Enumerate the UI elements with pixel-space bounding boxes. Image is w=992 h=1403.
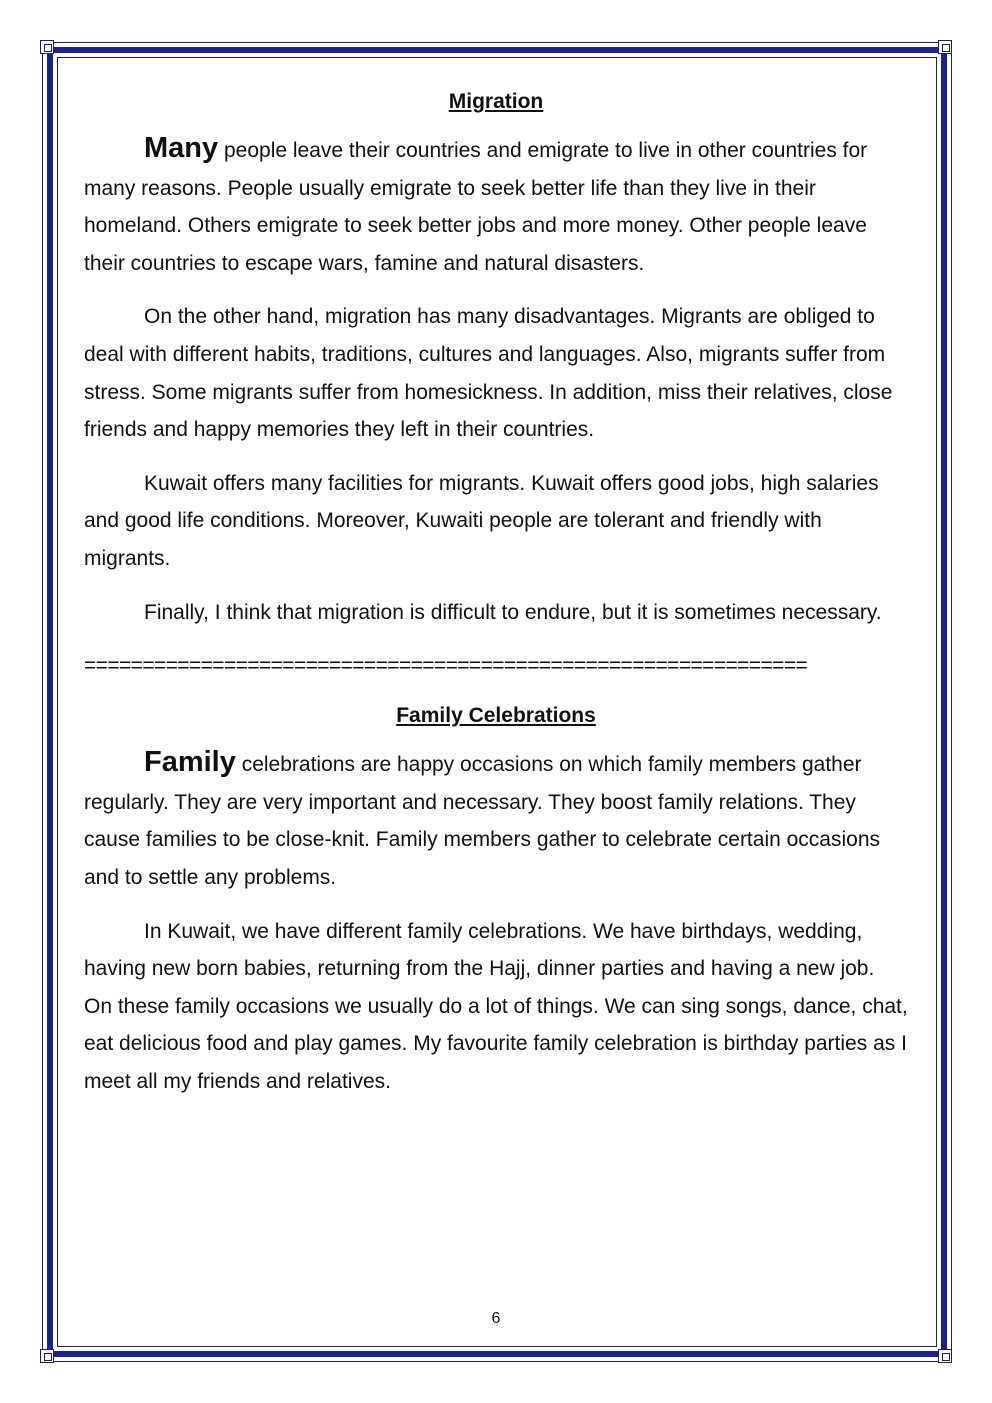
corner-ornament-top-right (938, 40, 952, 54)
family-celebrations-title: Family Celebrations (396, 704, 596, 728)
migration-paragraph-1 (84, 130, 908, 282)
section-divider: ============================================================== (84, 654, 808, 678)
page-number: 6 (491, 1310, 501, 1327)
family-paragraph-2: In Kuwait, we have different family celebrations. We have birthdays, wedding, having new born babies, returning from the Hajj, dinner parties and having a new job. On these family occasions we usually do a lot of things. We can sing songs, dance, chat, eat delicious food and play games. My favourite family celebration is birthday parties as I meet all my friends and relatives. (84, 919, 908, 1093)
document-body (84, 84, 908, 1100)
corner-ornament-bottom-right (938, 1349, 952, 1363)
corner-ornament-bottom-left (40, 1349, 54, 1363)
migration-title: Migration (448, 90, 544, 113)
family-paragraph-1-text: celebrations are happy occasions on which family members gather regularly. They are very important and necessary. They boost family relations. They cause families to be close-knit. Family members gather to celebrate certain occasions and to settle any problems. (84, 753, 881, 889)
migration-paragraph-4: Finally, I think that migration is difficult to endure, but it is sometimes necessary. (144, 600, 882, 624)
migration-paragraph-3: Kuwait offers many facilities for migrants. Kuwait offers good jobs, high salaries and good life conditions. Moreover, Kuwaiti people are tolerant and friendly with migrants. (84, 471, 879, 570)
migration-paragraph-1-text: people leave their countries and emigrate to live in other countries for many reasons. People usually emigrate to seek better life than they live in their homeland. Others emigrate to seek better jobs and more money. Other people leave their countries to escape wars, famine and natural disasters. (84, 139, 868, 275)
migration-lead-word: Many (144, 132, 219, 164)
family-lead-word: Family (144, 746, 236, 779)
corner-ornament-top-left (40, 40, 54, 54)
migration-paragraph-2: On the other hand, migration has many disadvantages. Migrants are obliged to deal with different habits, traditions, cultures and languages. Also, migrants suffer from stress. Some migrants suffer from homesickness. In addition, miss their relatives, close friends and happy memories they left in their countries. (84, 305, 893, 442)
family-paragraph-1 (84, 744, 908, 896)
